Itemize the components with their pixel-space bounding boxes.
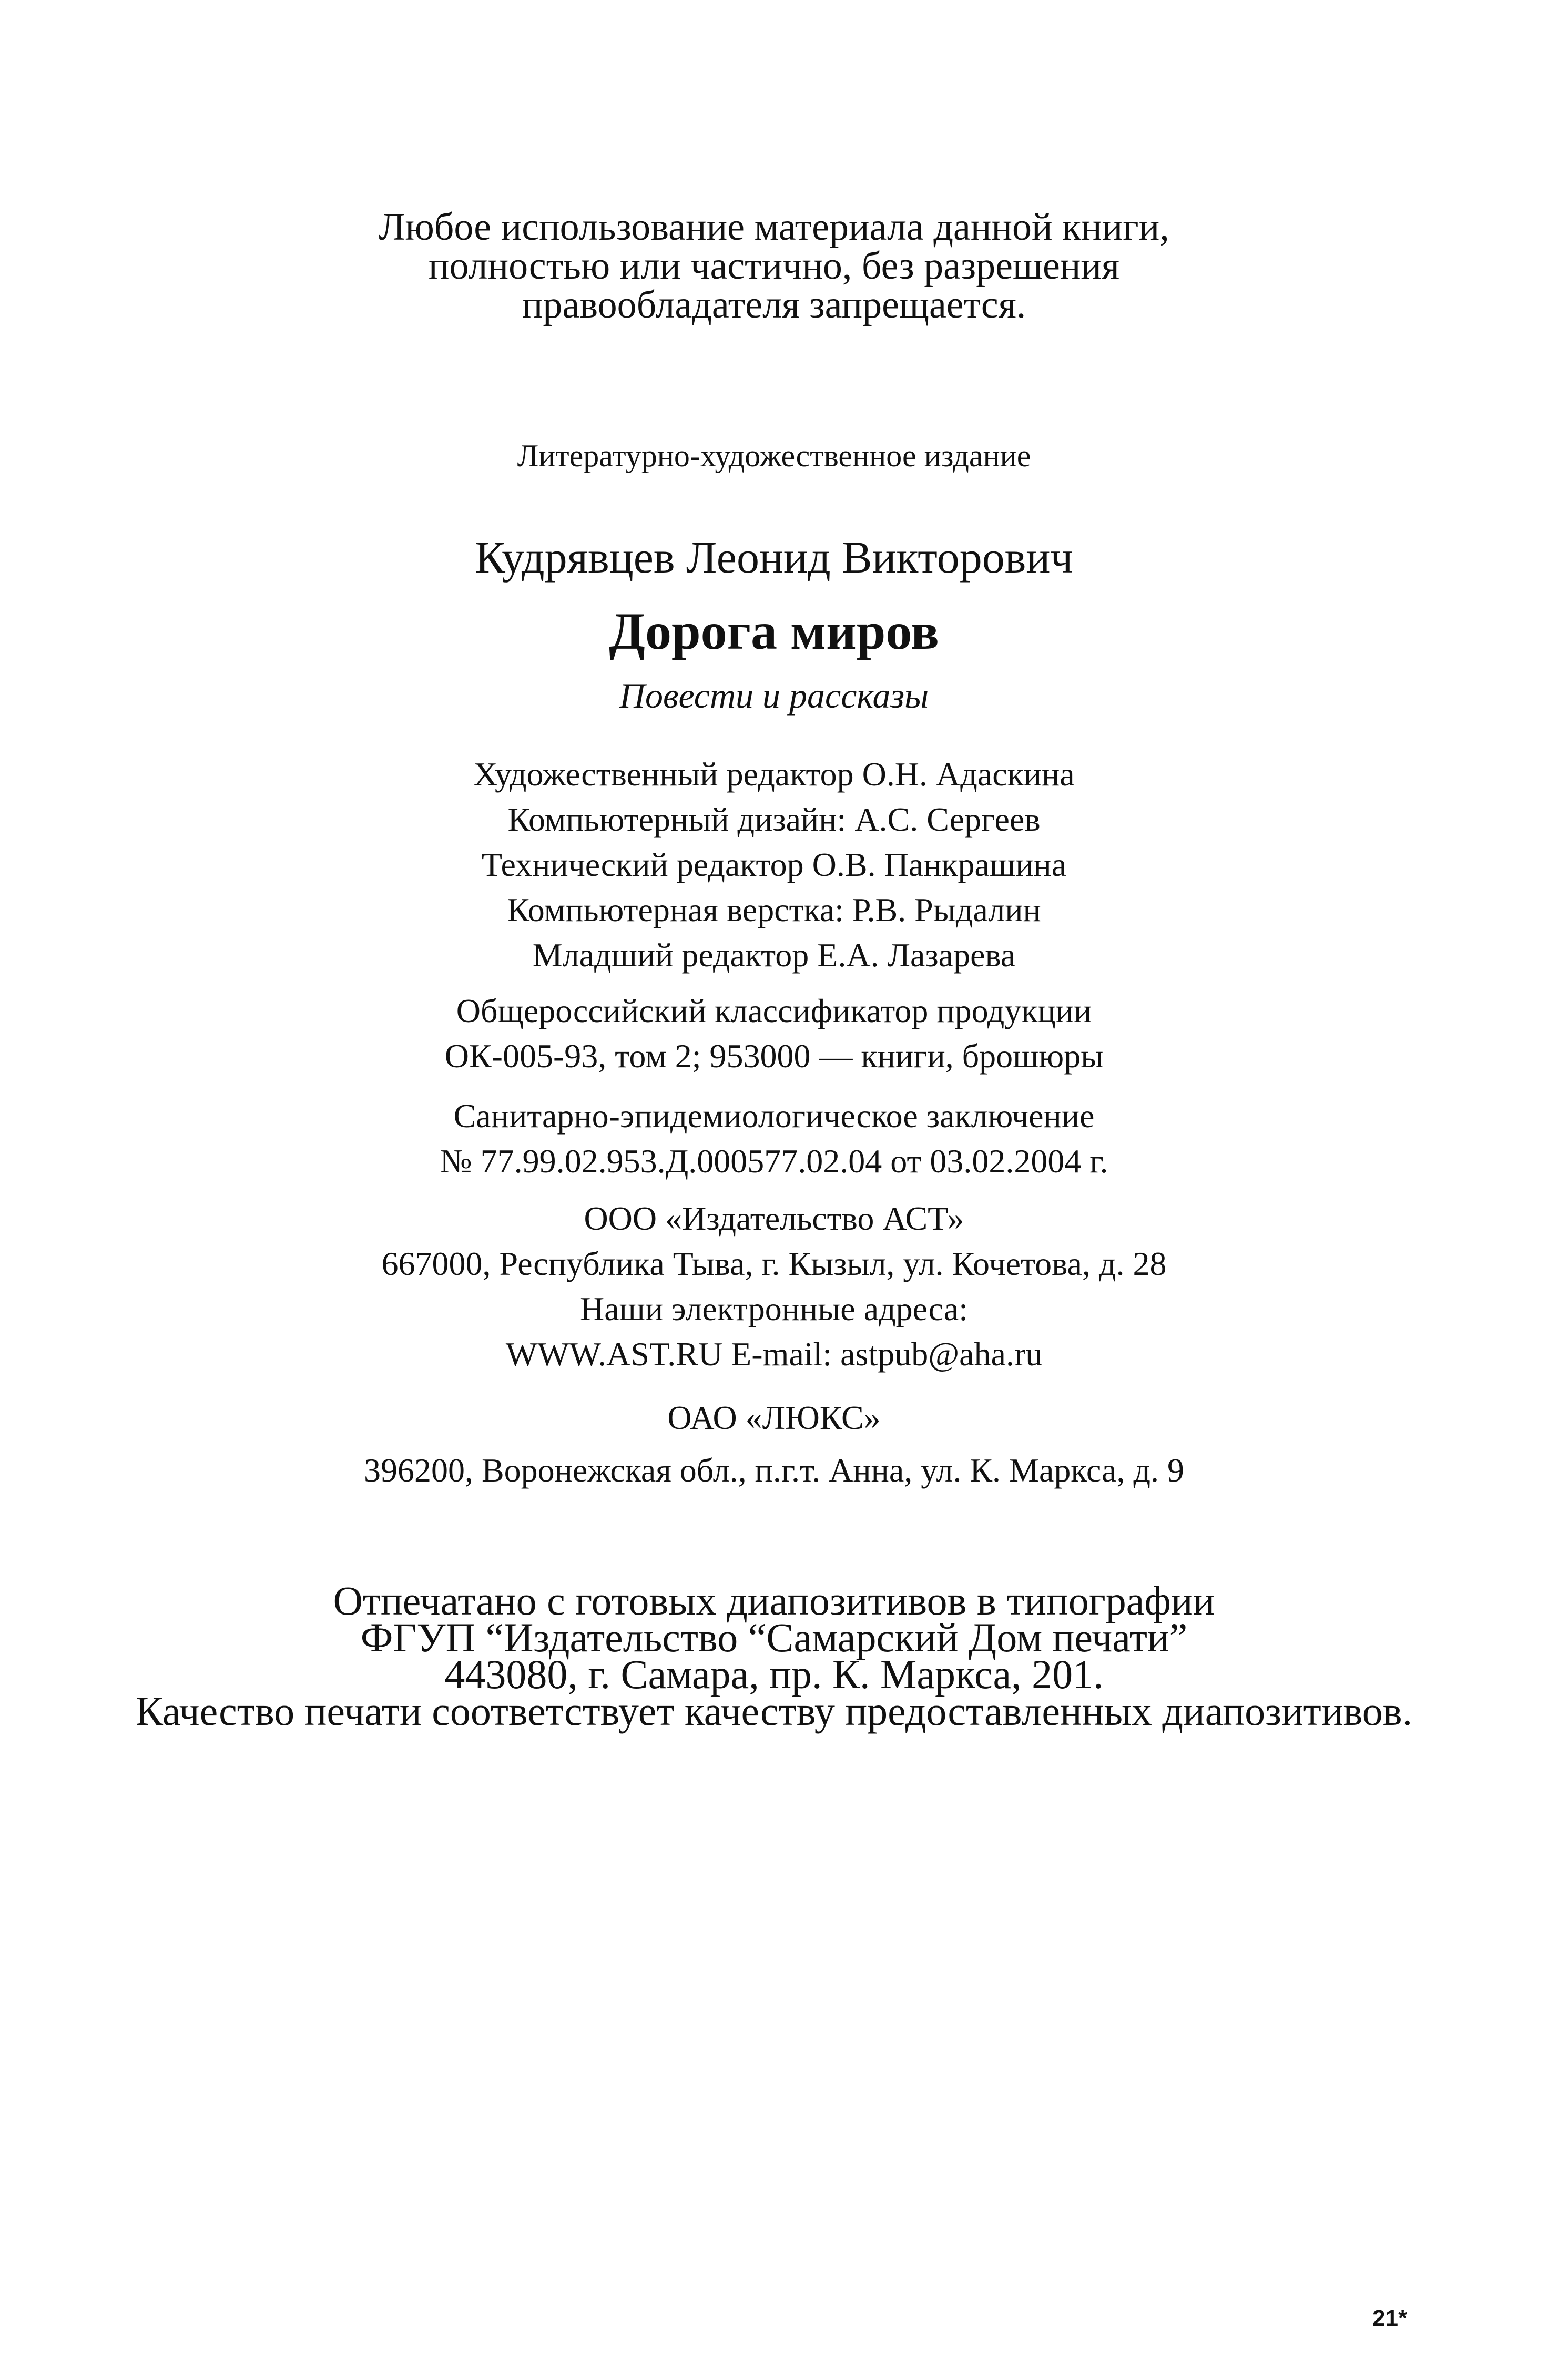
copyright-notice-line: правообладателя запрещается. bbox=[522, 283, 1026, 326]
colophon-line: Качество печати соответствует качеству предоставленных диапозитивов. bbox=[135, 1688, 1413, 1734]
print-colophon bbox=[0, 1578, 1548, 1734]
product-classification bbox=[0, 988, 1548, 1079]
staff-line: Младший редактор Е.А. Лазарева bbox=[532, 936, 1016, 974]
staff-line: Художественный редактор О.Н. Адаскина bbox=[473, 755, 1075, 793]
colophon-line: Отпечатано с готовых диапозитивов в типографии bbox=[333, 1578, 1215, 1623]
author-name: Кудрявцев Леонид Викторович bbox=[475, 532, 1073, 583]
colophon-line: ФГУП “Издательство “Самарский Дом печати” bbox=[360, 1615, 1188, 1660]
publisher-line: 667000, Республика Тыва, г. Кызыл, ул. Кочетова, д. 28 bbox=[381, 1245, 1167, 1282]
sanitary-certificate bbox=[0, 1094, 1548, 1184]
printer-line: ОАО «ЛЮКС» bbox=[667, 1399, 881, 1436]
staff-line: Компьютерный дизайн: А.С. Сергеев bbox=[507, 801, 1041, 838]
book-title: Дорога миров bbox=[609, 602, 939, 660]
copyright-notice-line: полностью или частично, без разрешения bbox=[428, 244, 1120, 288]
publisher-info bbox=[0, 1196, 1548, 1377]
sanitary-line: Санитарно-эпидемиологическое заключение bbox=[453, 1097, 1095, 1135]
staff-line: Технический редактор О.В. Панкрашина bbox=[481, 846, 1067, 883]
sanitary-line: № 77.99.02.953.Д.000577.02.04 от 03.02.2004 г. bbox=[440, 1142, 1108, 1180]
page-signature: 21* bbox=[1372, 2305, 1408, 2331]
book-subtitle: Повести и рассказы bbox=[619, 676, 929, 716]
classification-line: ОК-005-93, том 2; 953000 — книги, брошюры bbox=[444, 1037, 1104, 1075]
colophon-line: 443080, г. Самара, пр. К. Маркса, 201. bbox=[444, 1651, 1104, 1697]
classification-line: Общероссийский классификатор продукции bbox=[456, 992, 1092, 1029]
staff-line: Компьютерная верстка: Р.В. Рыдалин bbox=[507, 891, 1041, 928]
printer-line: 396200, Воронежская обл., п.г.т. Анна, ул. К. Маркса, д. 9 bbox=[363, 1452, 1185, 1489]
printer-info bbox=[0, 1392, 1548, 1497]
publisher-line: WWW.AST.RU E-mail: astpub@aha.ru bbox=[505, 1335, 1043, 1373]
editorial-staff bbox=[0, 752, 1548, 978]
publisher-line: Наши электронные адреса: bbox=[579, 1290, 969, 1327]
publisher-line: ООО «Издательство АСТ» bbox=[584, 1200, 964, 1237]
copyright-notice-line: Любое использование материала данной книги, bbox=[379, 206, 1169, 249]
copyright-notice bbox=[0, 208, 1548, 324]
edition-type: Литературно-художественное издание bbox=[517, 438, 1031, 473]
